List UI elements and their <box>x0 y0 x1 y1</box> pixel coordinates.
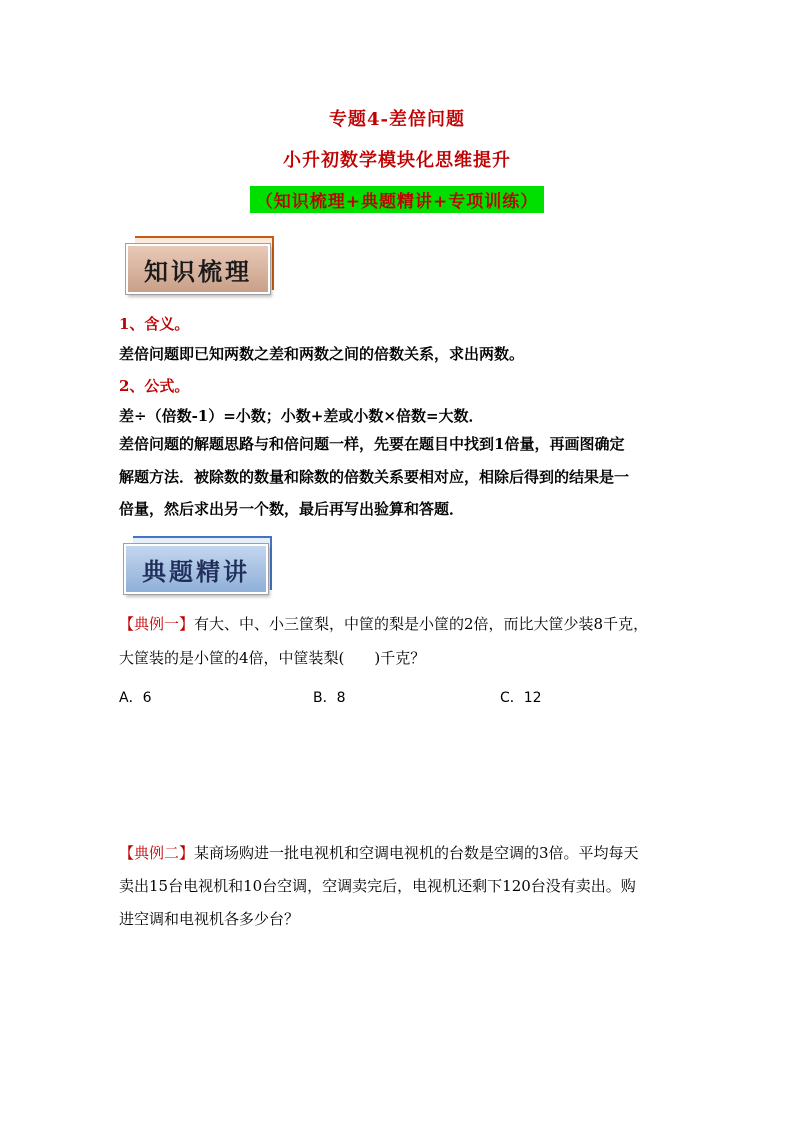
definition-heading: 1、含义。 <box>119 315 190 333</box>
example2-line3: 进空调和电视机各多少台？ <box>119 910 300 928</box>
formula-heading: 2、公式。 <box>119 377 190 395</box>
example2-text: 某商场购进一批电视机和空调电视机的台数是空调的3倍。平均每天 <box>194 844 639 862</box>
example2-line1 <box>119 842 639 863</box>
option-a[interactable]: A．6 <box>119 690 152 706</box>
page-title: 专题4-差倍问题 <box>329 109 465 130</box>
example1-text: 有大、中、小三筐梨，中筐的梨是小筐的2倍，而比大筐少装8千克， <box>194 615 649 633</box>
highlight-tag-wrap <box>0 186 794 213</box>
examples-banner-label: 典题精讲 <box>124 544 268 594</box>
page-subtitle: 小升初数学模块化思维提升 <box>283 150 511 171</box>
example2-line2: 卖出15台电视机和10台空调，空调卖完后，电视机还剩下120台没有卖出。购 <box>119 877 636 895</box>
option-b[interactable]: B．8 <box>313 690 346 706</box>
example1-line2: 大筐装的是小筐的4倍，中筐装梨( )千克？ <box>119 649 426 667</box>
example2-tag: 【典例二】 <box>119 844 195 862</box>
formula-text: 差÷（倍数-1）=小数；小数+差或小数×倍数=大数． <box>119 407 484 425</box>
method-line: 差倍问题的解题思路与和倍问题一样，先要在题目中找到1倍量，再画图确定 <box>119 435 625 453</box>
method-paragraph <box>119 428 679 526</box>
option-c[interactable]: C．12 <box>500 690 542 706</box>
example1-tag: 【典例一】 <box>119 615 195 633</box>
method-line: 解题方法．被除数的数量和除数的倍数关系要相对应，相除后得到的结果是一 <box>119 467 630 486</box>
example1-line1 <box>119 613 648 634</box>
knowledge-banner <box>126 236 274 292</box>
method-line: 倍量，然后求出另一个数，最后再写出验算和答题． <box>119 500 465 518</box>
highlight-tag: （知识梳理+典题精讲+专项训练） <box>250 186 545 213</box>
knowledge-banner-label: 知识梳理 <box>126 244 270 294</box>
examples-banner <box>124 536 272 592</box>
definition-text: 差倍问题即已知两数之差和两数之间的倍数关系，求出两数。 <box>119 345 525 363</box>
